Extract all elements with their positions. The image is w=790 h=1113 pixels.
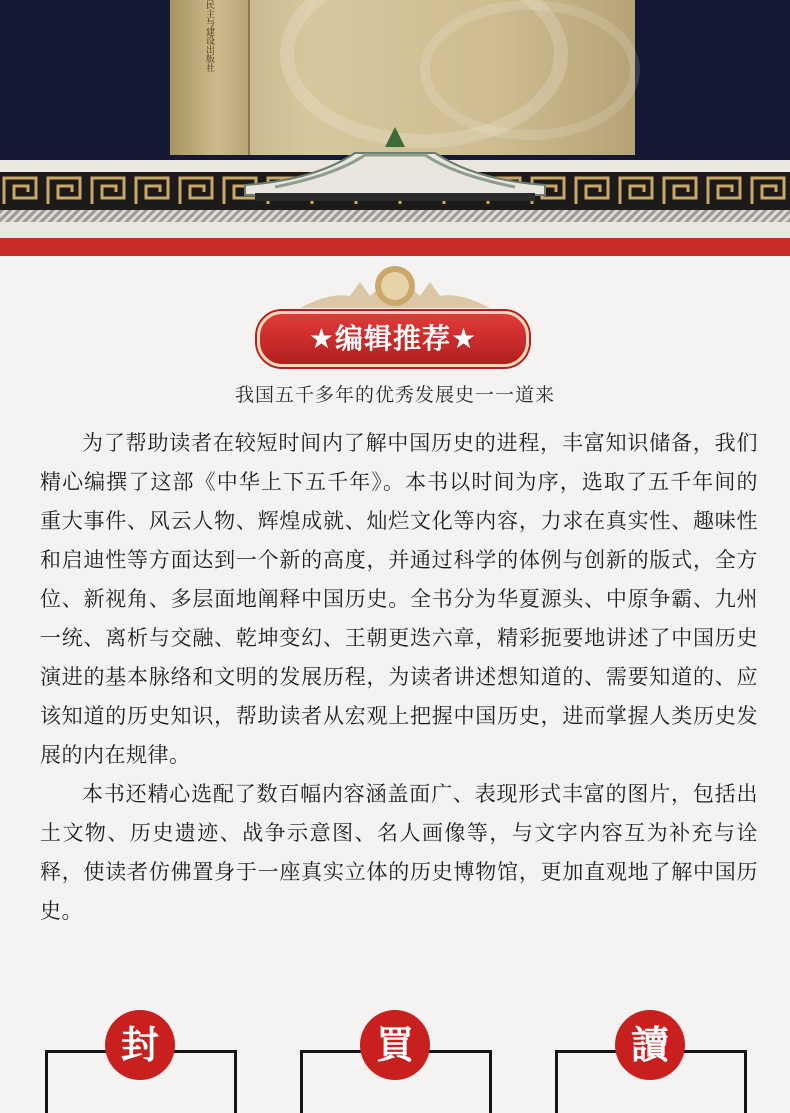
badge-label: ★编辑推荐★ <box>308 322 478 355</box>
section-subtitle: 我国五千多年的优秀发展史一一道来 <box>234 384 555 406</box>
seal-badge: 封 <box>105 1010 175 1080</box>
pavilion-roof-icon <box>235 125 555 205</box>
description-text <box>40 424 758 931</box>
paragraph: 本书还精心选配了数百幅内容涵盖面广、表现形式丰富的图片，包括出土文物、历史遗迹、战争示意图、名人画像等，与文字内容互为补充与诠释，使读者仿佛置身于一座真实立体的历史博物馆，更加直观地了解中国历史。 <box>40 782 758 923</box>
section-header <box>245 305 535 367</box>
cloud-pattern <box>420 0 640 140</box>
tile-stripe <box>0 210 790 222</box>
paragraph: 为了帮助读者在较短时间内了解中国历史的进程，丰富知识储备，我们精心编撰了这部《中华上下五千年》。本书以时间为序，选取了五千年间的重大事件、风云人物、辉煌成就、灿烂文化等内容，力求在真实性、趣味性和启迪性等方面达到一个新的高度，并通过科学的体例与创新的版式，全方位、新视角、多层面地阐释中国历史。全书分为华夏源头、中原争霸、九州一统、离析与交融、乾坤变幻、王朝更迭六章，精彩扼要地讲述了中国历史演进的基本脉络和文明的发展历程，为读者讲述想知道的、需要知道的、应该知道的历史知识，帮助读者从宏观上把握中国历史，进而掌握人类历史发展的内在规律。 <box>40 431 758 767</box>
feature-boxes <box>0 1010 790 1090</box>
red-bar <box>0 238 790 256</box>
publisher-label: 民主与建设出版社 <box>204 0 214 72</box>
pavilion-ornament <box>300 262 490 310</box>
editor-recommend-badge <box>257 311 529 367</box>
seal-badge: 買 <box>360 1010 430 1080</box>
seal-badge: 讀 <box>615 1010 685 1080</box>
